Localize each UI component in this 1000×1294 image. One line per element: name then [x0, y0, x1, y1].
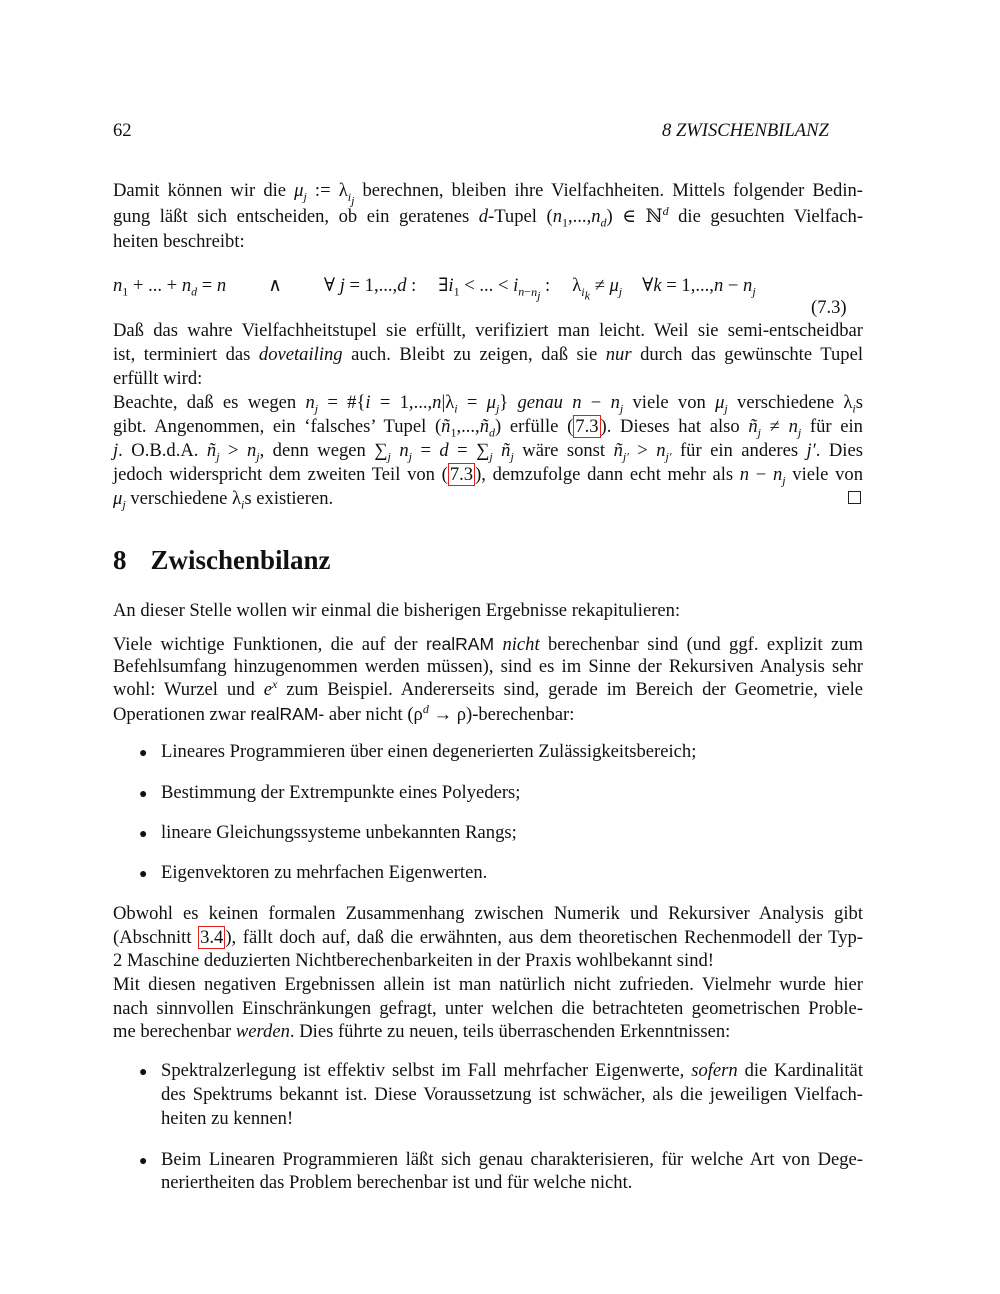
bullet-icon: ● [139, 1154, 148, 1169]
para-line-3: wohl: Wurzel und $e^x$ zum Beispiel. Andererseits sind, gerade im Bereich der Geometrie, viele [113, 676, 863, 700]
list-item-line: Beim Linearen Programmieren läßt sich genau charakterisieren, für welche Art von Dege- [161, 1149, 863, 1170]
para-line-2: Befehlsumfang hinzugenommen werden müssen), sind es im Sinne der Rekursiven Analysis sehr [113, 656, 863, 677]
section-ref-link[interactable]: 3.4 [200, 927, 224, 948]
proof-line-7: Beachte, daß es wegen $n_j$ = #{i = $1,...,n|\lambda_i = \mu_j$} genau $n - n_j$ viele von $\mu_j$ verschiedene $\lambda_is$ [113, 392, 863, 416]
qed-box-icon [848, 491, 861, 504]
proof-line-4: Daß das wahre Vielfachheitstupel sie erfüllt, verifiziert man leicht. Weil sie semi-entscheidbar [113, 320, 863, 341]
bullet-icon: ● [139, 827, 148, 842]
list-item: Eigenvektoren zu mehrfachen Eigenwerten. [161, 862, 488, 883]
section-heading: 8 Zwischenbilanz [113, 545, 331, 575]
proof-line-11: $\mu_j$ verschiedene $\lambda_is$ existieren. [113, 488, 334, 512]
proof-line-9: j. O.B.d.A. $ñ_j > n_j$, denn wegen $\sum_j$ $n_j = d = \sum_j$ $ñ_j$ wäre sonst $ñ_{j'} > n_{j'}$ für ein anderes j′. Dies [113, 440, 863, 464]
para2-line-1: Obwohl es keinen formalen Zusammenhang zwischen Numerik und Rekursiver Analysis gibt [113, 903, 863, 924]
list-item: Bestimmung der Extrempunkte eines Polyeders; [161, 782, 521, 803]
para2-line-5: nach sinnvollen Einschränkungen gefragt, unter welchen die betrachteten geometrischen Proble- [113, 998, 863, 1019]
para2-line-6: me berechenbar werden. Dies führte zu neuen, teils überraschenden Erkenntnissen: [113, 1021, 731, 1042]
eq-ref-link[interactable]: 7.3 [575, 416, 599, 437]
bullet-icon: ● [139, 746, 148, 761]
proof-line-8: gibt. Angenommen, ein ‘falsches’ Tupel $(ñ_1,...,ñ_d)$ erfülle ( 7.3 ). Dieses hat also $ñ_j \ne n_j$ für ein [113, 416, 863, 440]
equation-number: (7.3) [811, 297, 847, 318]
proof-line-1: Damit können wir die $\mu_j$ := $\lambda_{i_j}$ berechnen, bleiben ihre Vielfachheiten. Mittels folgender Bedin- [113, 180, 863, 208]
list-item-line: heiten zu kennen! [161, 1108, 294, 1129]
proof-line-3: heiten beschreibt: [113, 231, 245, 252]
para2-line-3: 2 Maschine deduzierten Nichtberechenbarkeiten in der Praxis wohlbekannt sind! [113, 950, 714, 971]
intro-paragraph: An dieser Stelle wollen wir einmal die bisherigen Ergebnisse rekapitulieren: [113, 600, 681, 621]
bullet-icon: ● [139, 867, 148, 882]
bullet-icon: ● [139, 787, 148, 802]
running-title: 8 ZWISCHENBILANZ [662, 120, 829, 141]
list-item-line: neriertheiten das Problem berechenbar ist und für welche nicht. [161, 1172, 633, 1193]
list-item: Lineares Programmieren über einen degenerierten Zulässigkeitsbereich; [161, 741, 697, 762]
proof-line-2: gung läßt sich entscheiden, ob ein geratenes d-Tupel $(n_1,...,n_d)$ ∈ ℕ$^d$ die gesuchten Vielfach- [113, 203, 864, 230]
list-item-line: des Spektrums bekannt ist. Diese Voraussetzung ist schwächer, als die jeweiligen Vielfach- [161, 1084, 863, 1105]
equation-7-3: $n_1$ + ... + $n_d = n$ ∧ ∀ j = 1,...,d : $\exists i_1$ < ... < $i_{n-n_j}$ : $\lambda_{i_k} \ne \mu_j$ ∀k = $1,...,n - n_j$ [113, 275, 756, 303]
bullet-icon: ● [139, 1065, 148, 1080]
proof-line-5: ist, terminiert das dovetailing auch. Bleibt zu zeigen, daß sie nur durch das gewünschte Tupel [113, 344, 863, 365]
proof-line-10: jedoch widerspricht dem zweiten Teil von ( 7.3 ), demzufolge dann echt mehr als $n - n_j$ viele von [113, 464, 863, 488]
para2-line-4: Mit diesen negativen Ergebnissen allein ist man natürlich nicht zufrieden. Vielmehr wurde hier [113, 974, 863, 995]
list-item: lineare Gleichungssysteme unbekannten Rangs; [161, 822, 517, 843]
eq-ref-link[interactable]: 7.3 [449, 464, 474, 485]
para-line-4: Operationen zwar realRAM- aber nicht ($\rho^d$ → ρ)-berechenbar: [113, 701, 575, 725]
page-number: 62 [113, 120, 132, 141]
para2-line-2: (Abschnitt 3.4 ), fällt doch auf, daß die erwähnten, aus dem theoretischen Rechenmodell der Typ- [113, 927, 863, 948]
para-line-1: Viele wichtige Funktionen, die auf der realRAM nicht berechenbar sind (und ggf. explizit zum [113, 634, 863, 655]
list-item-line: Spektralzerlegung ist effektiv selbst im Fall mehrfacher Eigenwerte, sofern die Kardinalität [161, 1060, 863, 1081]
proof-line-6: erfüllt wird: [113, 368, 203, 389]
